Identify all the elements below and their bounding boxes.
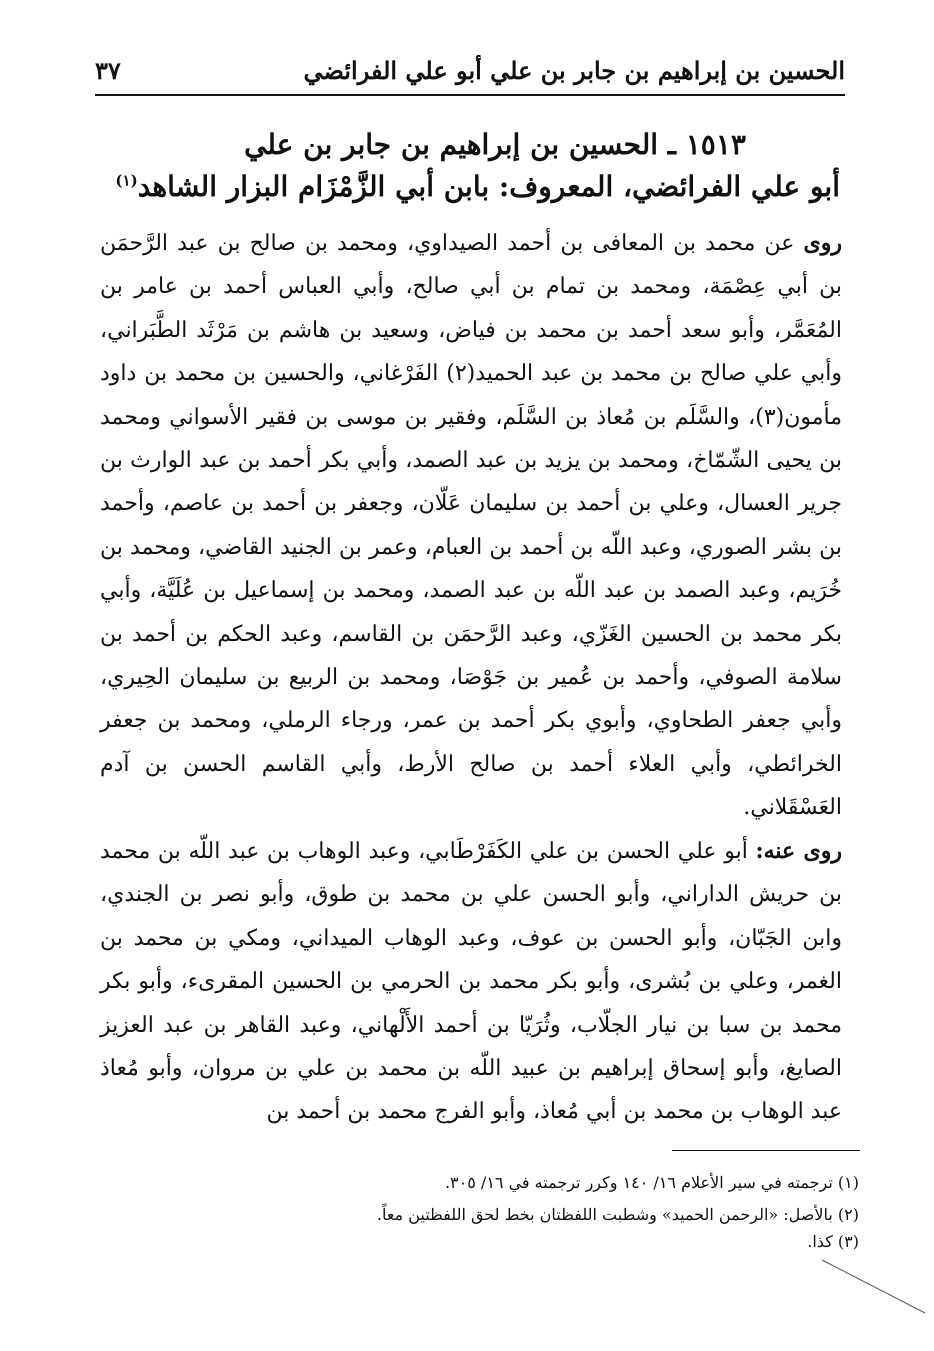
footnote-text: كذا. <box>807 1232 833 1251</box>
narrated-from-paragraph <box>100 222 842 830</box>
running-title: الحسين بن إبراهيم بن جابر بن علي أبو علي الفرائضي <box>303 56 845 85</box>
heading-footnote-ref: (١) <box>115 171 138 190</box>
entry-heading-line2 <box>115 170 840 203</box>
footnote-divider <box>672 1150 860 1151</box>
narrated-from-lead: روى <box>803 230 842 256</box>
footnote-marker: (١) <box>837 1173 859 1192</box>
footnote-marker: (٣) <box>837 1232 859 1251</box>
footnote-2 <box>139 1205 859 1224</box>
narrated-by-lead: روى عنه: <box>755 838 842 864</box>
running-header <box>95 50 845 96</box>
footnote-1 <box>139 1173 859 1192</box>
narrated-by-paragraph <box>100 830 842 1134</box>
footnote-3 <box>139 1232 859 1251</box>
stray-pen-mark <box>820 1258 930 1318</box>
footnote-text: ترجمته في سير الأعلام ١٦/ ١٤٠ وكرر ترجمته في ١٦/ ٣٠٥. <box>444 1173 833 1192</box>
entry-heading-line1: ١٥١٣ ـ الحسين بن إبراهيم بن جابر بن علي <box>244 128 746 161</box>
entry-heading-text: أبو علي الفرائضي، المعروف: بابن أبي الزَّمْزَام البزار الشاهد <box>137 170 840 203</box>
narrated-by-text: أبو علي الحسن بن علي الكَفَرْطَابي، وعبد الوهاب بن عبد اللّه بن محمد بن حريش الداراني، وأبو الحسن علي بن محمد بن طوق، وأبو نصر بن الجندي، وابن الجَبّان، وأبو الحسن بن عوف، وعبد الوهاب الميداني، ومكي بن محمد بن الغمر، وعلي بن بُشرى، وأبو بكر محمد بن الحرمي بن الحسين المقرىء، وأبو بكر محمد بن سبا بن نيار الجلّاب، وثُرَيّا بن أحمد الأَلْهاني، وعبد القاهر بن عبد العزيز الصايغ، وأبو إسحاق إبراهيم بن عبيد اللّه بن محمد بن علي بن مروان، وأبو مُعاذ عبد الوهاب بن محمد بن أبي مُعاذ، وأبو الفرج محمد بن أحمد بن <box>100 839 842 1125</box>
page-number: ٣٧ <box>95 56 121 85</box>
narrated-from-text: عن محمد بن المعافى بن أحمد الصيداوي، ومحمد بن صالح بن عبد الرَّحمَن بن أبي عِصْمَة، ومحمد بن تمام بن أبي صالح، وأبي العباس أحمد بن عامر بن المُعَمَّر، وأبو سعد أحمد بن محمد بن فياض، وسعيد بن هاشم بن مَرْثَد الطَّبَراني، وأبي علي صالح بن محمد بن عبد الحميد(٢) الفَرْغاني، والحسين بن محمد بن داود مأمون(٣)، والسَّلَم بن مُعاذ بن السَّلَم، وفقير بن موسى بن فقير الأسواني ومحمد بن يحيى الشّمّاخ، ومحمد بن يزيد بن عبد الصمد، وأبي بكر أحمد بن عبد الوارث بن جرير العسال، وعلي بن أحمد بن سليمان عَلّان، وجعفر بن أحمد بن عاصم، وأحمد بن بشر الصوري، وعبد اللّه بن أحمد بن العبام، وعمر بن الجنيد القاضي، ومحمد بن خُرَيم، وعبد الصمد بن عبد اللّه بن عبد الصمد، ومحمد بن إسماعيل بن عُلَيَّة، وأبي بكر محمد بن الحسين الغَزّي، وعبد الرَّحمَن بن القاسم، وعبد الحكم بن أحمد بن سلامة الصوفي، وأحمد بن عُمير بن جَوْصَا، ومحمد بن الربيع بن سليمان الحِيري، وأبي جعفر الطحاوي، وأبوي بكر أحمد بن عمر، ورجاء الرملي، ومحمد بن جعفر الخرائطي، وأبي العلاء أحمد بن صالح الأرط، وأبي القاسم الحسن بن آدم العَسْقَلاني. <box>100 231 843 821</box>
footnote-marker: (٢) <box>837 1205 859 1224</box>
footnote-text: بالأصل: «الرحمن الحميد» وشطبت اللفظتان بخط لحق اللفظتين معاً. <box>376 1205 833 1224</box>
